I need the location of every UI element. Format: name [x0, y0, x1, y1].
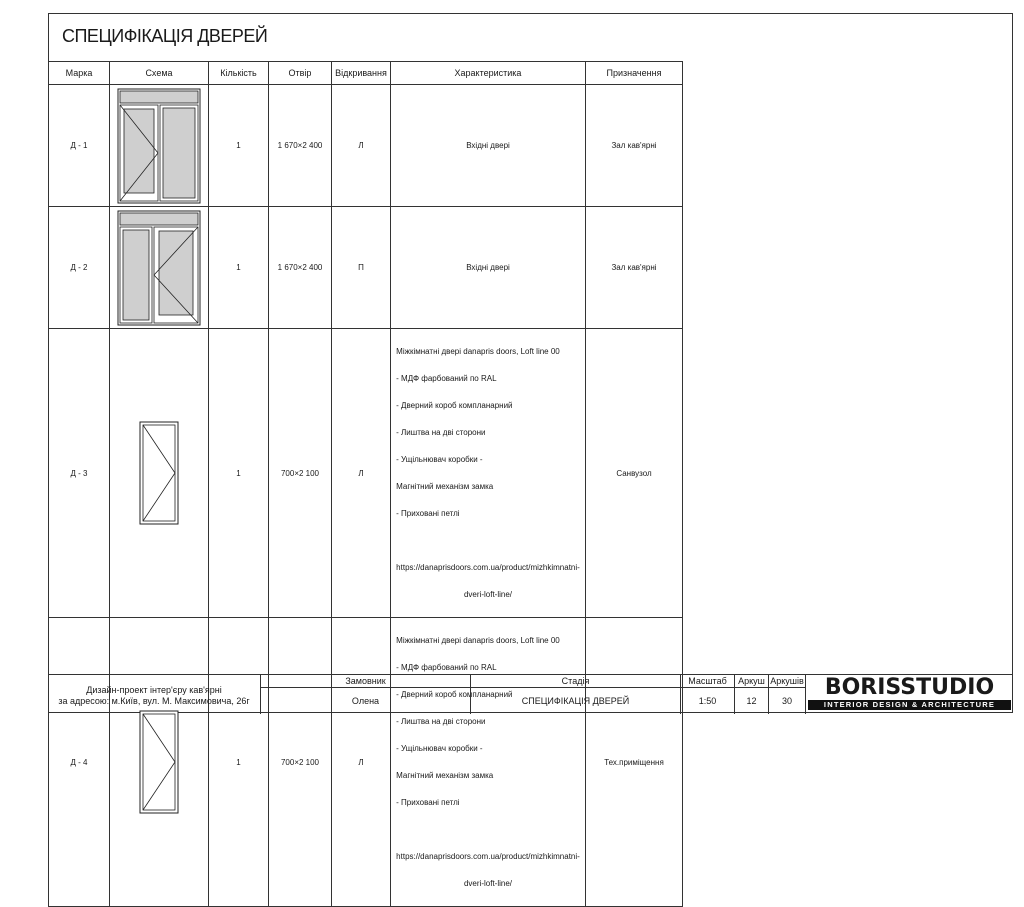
- cell-swing: Л: [332, 85, 391, 207]
- cell-scheme: [110, 85, 209, 207]
- cell-characteristic: [391, 618, 586, 907]
- title-block-divider: [260, 687, 806, 688]
- logo-main-text: BORISSTUDIO: [824, 675, 995, 700]
- header-mark: Марка: [49, 62, 110, 85]
- characteristic-line: - МДФ фарбований по RAL: [396, 663, 497, 672]
- cell-opening: 700×2 100: [269, 618, 332, 907]
- cell-swing: Л: [332, 618, 391, 907]
- characteristic-line: Магнітний механізм замка: [396, 771, 494, 780]
- cell-mark: Д - 3: [49, 329, 110, 618]
- header-characteristic: Характеристика: [391, 62, 586, 85]
- cell-opening: 1 670×2 400: [269, 207, 332, 329]
- characteristic-line: Вхідні двері: [466, 263, 510, 272]
- sheet-label: Аркуш: [734, 675, 768, 687]
- characteristic-link[interactable]: https://danaprisdoors.com.ua/product/mizhkimnatni-: [396, 852, 580, 861]
- table-header-row: [49, 62, 683, 85]
- cell-purpose: Санвузол: [586, 329, 683, 618]
- characteristic-line: - Лиштва на дві сторони: [396, 717, 486, 726]
- characteristic-line: Магнітний механізм замка: [396, 482, 494, 491]
- characteristic-spacer: [396, 825, 580, 834]
- cell-opening: 1 670×2 400: [269, 85, 332, 207]
- scale-label: Масштаб: [680, 675, 734, 687]
- characteristic-line: - Ущільнювач коробки -: [396, 455, 483, 464]
- cell-characteristic: [391, 85, 586, 207]
- cell-purpose: Зал кав'ярні: [586, 85, 683, 207]
- characteristic-line: - МДФ фарбований по RAL: [396, 374, 497, 383]
- characteristic-line: - Ущільнювач коробки -: [396, 744, 483, 753]
- studio-logo: [808, 677, 1011, 711]
- header-qty: Кількість: [209, 62, 269, 85]
- scale-value: 1:50: [680, 687, 734, 714]
- sheet-value: 12: [734, 687, 768, 714]
- header-opening: Отвір: [269, 62, 332, 85]
- cell-qty: 1: [209, 329, 269, 618]
- client-value: Олена: [260, 687, 470, 714]
- table-row: [49, 85, 683, 207]
- header-scheme: Схема: [110, 62, 209, 85]
- characteristic-line: - Приховані петлі: [396, 509, 460, 518]
- cell-swing: П: [332, 207, 391, 329]
- characteristic-line: - Дверний короб компланарний: [396, 401, 513, 410]
- cell-swing: Л: [332, 329, 391, 618]
- cell-purpose: Тех.приміщення: [586, 618, 683, 907]
- characteristic-line: - Приховані петлі: [396, 798, 460, 807]
- stage-value: СПЕЦИФІКАЦІЯ ДВЕРЕЙ: [470, 687, 680, 714]
- stage-label: Стадія: [470, 675, 680, 687]
- cell-qty: 1: [209, 207, 269, 329]
- characteristic-spacer: [396, 536, 580, 545]
- cell-scheme: [110, 207, 209, 329]
- cell-opening: 700×2 100: [269, 329, 332, 618]
- cell-characteristic: [391, 329, 586, 618]
- door-d2-scheme-drawing: [117, 210, 201, 326]
- characteristic-line: Міжкімнатні двері danapris doors, Loft line 00: [396, 347, 560, 356]
- table-row: [49, 207, 683, 329]
- characteristic-line: Вхідні двері: [466, 141, 510, 150]
- door-d1-scheme-drawing: [117, 88, 201, 204]
- project-address-line2: за адресою: м.Київ, вул. М. Максимовича, 26г: [58, 696, 250, 706]
- cell-mark: Д - 2: [49, 207, 110, 329]
- characteristic-link[interactable]: https://danaprisdoors.com.ua/product/mizhkimnatni-: [396, 563, 580, 572]
- sheets-label: Аркушів: [768, 675, 806, 687]
- cell-qty: 1: [209, 85, 269, 207]
- cell-scheme: [110, 618, 209, 907]
- logo-sub-text: INTERIOR DESIGN & ARCHITECTURE: [808, 700, 1011, 710]
- project-address: [48, 685, 260, 707]
- characteristic-line: Міжкімнатні двері danapris doors, Loft line 00: [396, 636, 560, 645]
- characteristic-line: - Лиштва на дві сторони: [396, 428, 486, 437]
- page-title: СПЕЦИФІКАЦІЯ ДВЕРЕЙ: [62, 26, 268, 46]
- header-purpose: Призначення: [586, 62, 683, 85]
- table-row: [49, 329, 683, 618]
- client-label: Замовник: [260, 675, 470, 687]
- characteristic-link[interactable]: dveri-loft-line/: [463, 590, 512, 599]
- characteristic-link[interactable]: dveri-loft-line/: [463, 879, 512, 888]
- table-row: [49, 618, 683, 907]
- door-d4-scheme-drawing: [139, 710, 179, 814]
- cell-qty: 1: [209, 618, 269, 907]
- sheets-value: 30: [768, 687, 806, 714]
- door-d3-scheme-drawing: [139, 421, 179, 525]
- cell-characteristic: [391, 207, 586, 329]
- door-spec-table: [48, 61, 683, 907]
- characteristic-line: - Дверний короб компланарний: [396, 690, 513, 699]
- cell-scheme: [110, 329, 209, 618]
- cell-mark: Д - 4: [49, 618, 110, 907]
- project-address-line1: Дизайн-проект інтер'єру кав'ярні: [86, 685, 222, 695]
- header-swing: Відкривання: [332, 62, 391, 85]
- cell-purpose: Зал кав'ярні: [586, 207, 683, 329]
- cell-mark: Д - 1: [49, 85, 110, 207]
